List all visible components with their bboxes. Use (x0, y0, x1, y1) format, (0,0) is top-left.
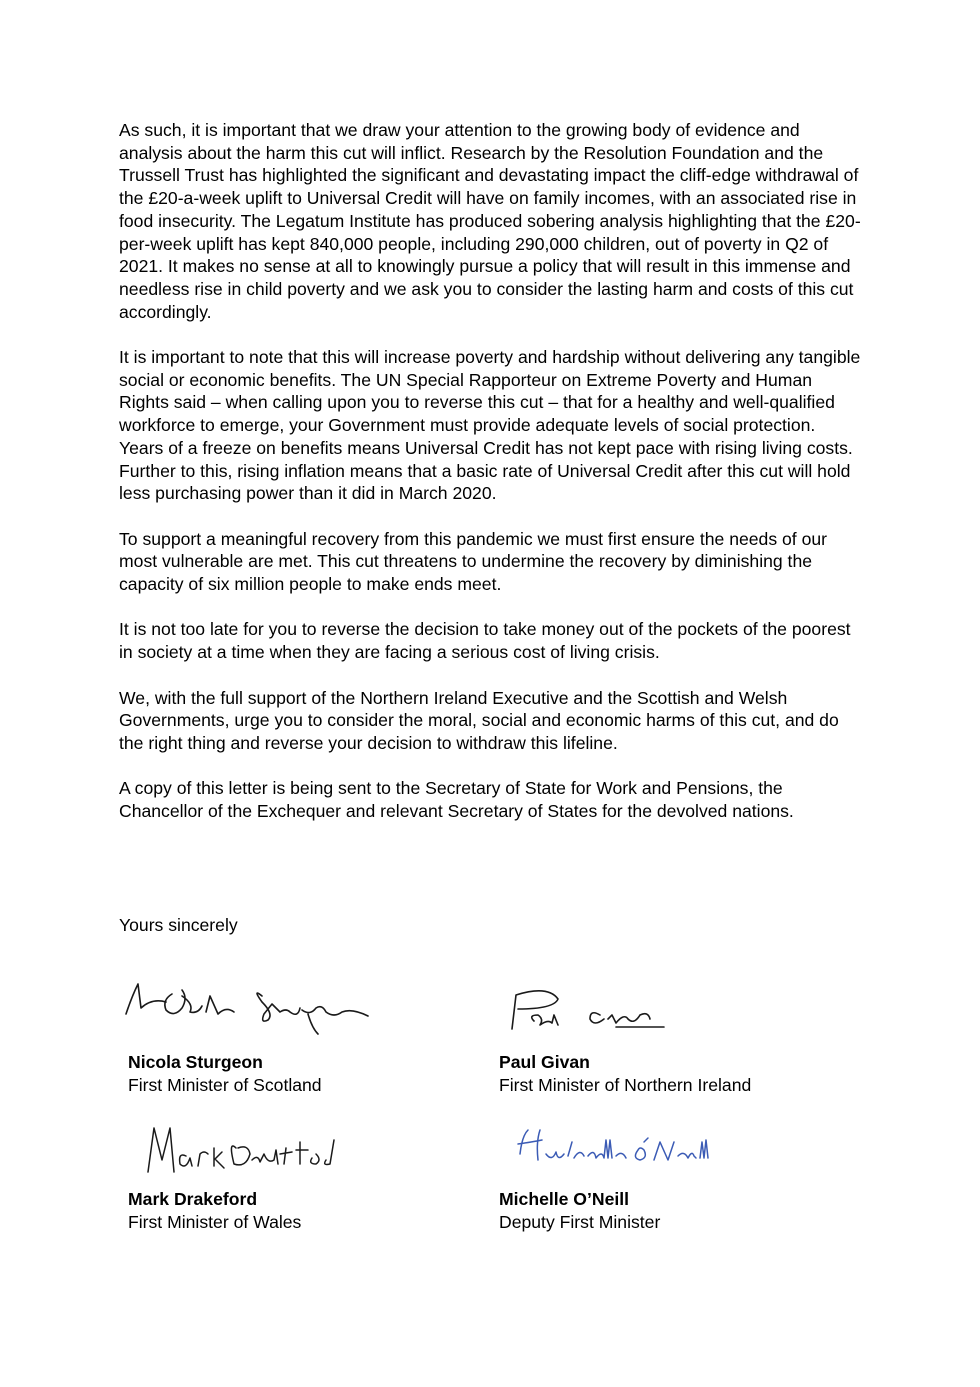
signatory-nicola-sturgeon (128, 1051, 322, 1096)
signature-nicola-sturgeon (122, 978, 372, 1040)
closing-salutation: Yours sincerely (119, 915, 238, 935)
paragraph-not-too-late: It is not too late for you to reverse the decision to take money out of the pockets of the poorest in society at a time when they are facing a serious cost of living crisis. (119, 619, 851, 663)
signatory-title: First Minister of Northern Ireland (499, 1074, 752, 1095)
signature-mark-drakeford (140, 1120, 340, 1180)
signatory-title: Deputy First Minister (499, 1211, 661, 1232)
signatory-michelle-oneill (499, 1188, 660, 1233)
paragraph-full-support: We, with the full support of the Northern Ireland Executive and the Scottish and Welsh Governments, urge you to consider the moral, social and economic harms of this cut, and do the right thing and reverse your decision to withdraw this lifeline. (119, 687, 839, 753)
signatory-name: Paul Givan (499, 1052, 590, 1072)
signatory-mark-drakeford (128, 1188, 301, 1233)
signatory-title: First Minister of Scotland (128, 1074, 322, 1095)
signature-michelle-oneill (498, 1120, 728, 1180)
signatory-name: Mark Drakeford (128, 1189, 258, 1209)
signatory-paul-givan (499, 1051, 751, 1096)
paragraph-recovery: To support a meaningful recovery from this pandemic we must first ensure the needs of our most vulnerable are met. This cut threatens to undermine the recovery by diminishing the capacity of six million people to make ends meet. (119, 528, 828, 595)
paragraph-poverty-hardship: It is important to note that this will increase poverty and hardship without delivering any tangible social or economic benefits. The UN Special Rapporteur on Extreme Poverty and Human Rights said – when calling upon you to reverse this cut – that for a healthy and well-qualified workforce to emerge, your Government must provide adequate levels of social protection. Years of a freeze on benefits means Universal Credit has not kept pace with rising living costs. Further to this, rising inflation means that a basic rate of Universal Credit after this cut will hold less purchasing power than it did in March 2020. (119, 347, 861, 504)
signatory-name: Michelle O’Neill (499, 1189, 630, 1209)
signatory-name: Nicola Sturgeon (128, 1052, 263, 1072)
letter-body (119, 119, 864, 845)
paragraph-copy-sent: A copy of this letter is being sent to the Secretary of State for Work and Pensions, the Chancellor of the Exchequer and relevant Secretary of States for the devolved nations. (119, 778, 794, 822)
paragraph-harm-evidence: As such, it is important that we draw your attention to the growing body of evidence and analysis about the harm this cut will inflict. Research by the Resolution Foundation and the Trussell Trust has highlighted the significant and devastating impact the cliff-edge withdrawal of the £20-a-week uplift to Universal Credit will have on family incomes, with an associated rise in food insecurity. The Legatum Institute has produced sobering analysis highlighting that the £20-per-week uplift has kept 840,000 people, including 290,000 children, out of poverty in Q2 of 2021. It makes no sense at all to knowingly pursue a policy that will result in this immense and needless rise in child poverty and we ask you to consider the lasting harm and costs of this cut accordingly. (119, 120, 861, 322)
signatory-title: First Minister of Wales (128, 1211, 302, 1232)
signature-paul-givan (488, 985, 668, 1037)
